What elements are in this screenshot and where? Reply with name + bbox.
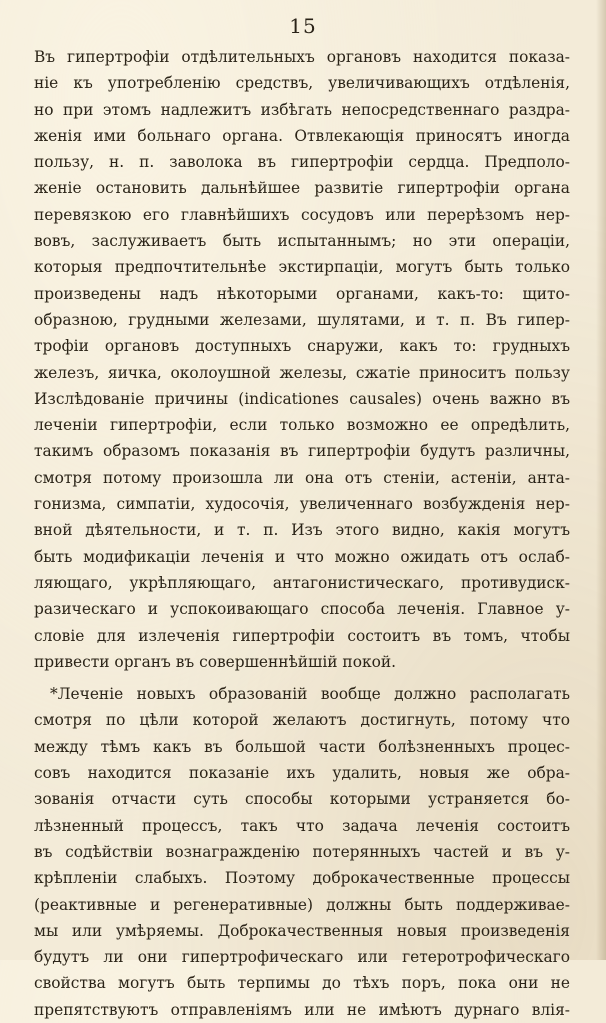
paragraph-1 (34, 44, 570, 675)
text-line: будутъ ли они гипертрофическаго или гетеротрофическаго (34, 948, 570, 967)
text-line: препятствуютъ отправленіямъ или не имѣютъ дурнаго влія- (34, 1000, 570, 1019)
text-line: смотря потому произошла ли она отъ стеніи, астеніи, анта- (34, 468, 570, 487)
text-line: гонизма, симпатіи, худосочія, увеличеннаго возбужденія нер- (34, 495, 570, 514)
text-line: привести органъ въ совершеннѣйшій покой. (34, 652, 396, 671)
text-line: (реактивные и регенеративные) должны быть поддерживае- (34, 895, 570, 914)
text-line: вной дѣятельности, и т. п. Изъ этого видно, какія могутъ (34, 521, 570, 540)
body-text (34, 44, 570, 1023)
text-line: ляющаго, укрѣпляющаго, антагонистическаго, противудиск- (34, 573, 570, 592)
text-line: Изслѣдованіе причины (indicationes causales) очень важно въ (34, 389, 570, 408)
text-line: въ содѣйствіи вознагражденію потерянныхъ частей и въ у- (34, 842, 570, 861)
text-line: железъ, яичка, околоушной железы, сжатіе приноситъ пользу (34, 363, 570, 382)
text-line: совъ находится показаніе ихъ удалить, новыя же обра- (34, 764, 570, 783)
text-line: женіе остановить дальнѣйшее развитіе гипертрофіи органа (34, 179, 570, 198)
text-line: Въ гипертрофіи отдѣлительныхъ органовъ находится показа- (34, 48, 570, 66)
text-line: вовъ, заслуживаетъ быть испытаннымъ; но эти операціи, (34, 232, 570, 251)
text-line: свойства могутъ быть терпимы до тѣхъ поръ, пока они не (34, 974, 570, 993)
text-line: лѣзненный процессъ, такъ что задача леченія состоитъ (34, 816, 570, 835)
text-line: трофіи органовъ доступныхъ снаружи, какъ то: грудныхъ (34, 337, 570, 356)
paragraph-2 (34, 681, 570, 1023)
text-line: крѣпленіи слабыхъ. Поэтому доброкачественные процессы (34, 869, 570, 888)
text-line: перевязкою его главнѣйшихъ сосудовъ или перерѣзомъ нер- (34, 205, 570, 224)
text-line: зованія отчасти суть способы которыми устраняется бо- (34, 790, 570, 809)
text-line: женія ими больнаго органа. Отвлекающія приносятъ иногда (34, 126, 570, 145)
text-line: *Леченіе новыхъ образованій вообще должно располагать (50, 685, 570, 704)
text-line: пользу, н. п. заволока въ гипертрофіи сердца. Предполо- (34, 153, 570, 172)
page-edge-shadow (596, 0, 606, 960)
text-line: но при этомъ надлежитъ избѣгать непосредственнаго раздра- (34, 100, 570, 119)
text-line: леченіи гипертрофіи, если только возможно ее опредѣлить, (34, 416, 570, 435)
text-line: произведены надъ нѣкоторыми органами, какъ-то: щито- (34, 284, 570, 303)
text-line: мы или умѣряемы. Доброкачественныя новыя произведенія (34, 921, 570, 940)
text-line: такимъ образомъ показанія въ гипертрофіи будутъ различны, (34, 442, 570, 461)
text-line: ніе къ употребленію средствъ, увеличивающихъ отдѣленія, (34, 74, 570, 93)
text-line: быть модификаціи леченія и что можно ожидать отъ ослаб- (34, 547, 570, 566)
page-number: 15 (289, 14, 317, 38)
text-line: разическаго и успокоивающаго способа леченія. Главное у- (34, 600, 570, 619)
text-line: которыя предпочтительнѣе экстирпаціи, могутъ быть только (34, 258, 570, 277)
text-line: образною, грудными железами, шулятами, и т. п. Въ гипер- (34, 310, 570, 329)
text-line: между тѣмъ какъ въ большой части болѣзненныхъ процес- (34, 737, 570, 756)
text-line: смотря по цѣли которой желаютъ достигнуть, потому что (34, 711, 570, 730)
text-line: словіе для излеченія гипертрофіи состоитъ въ томъ, чтобы (34, 626, 570, 645)
